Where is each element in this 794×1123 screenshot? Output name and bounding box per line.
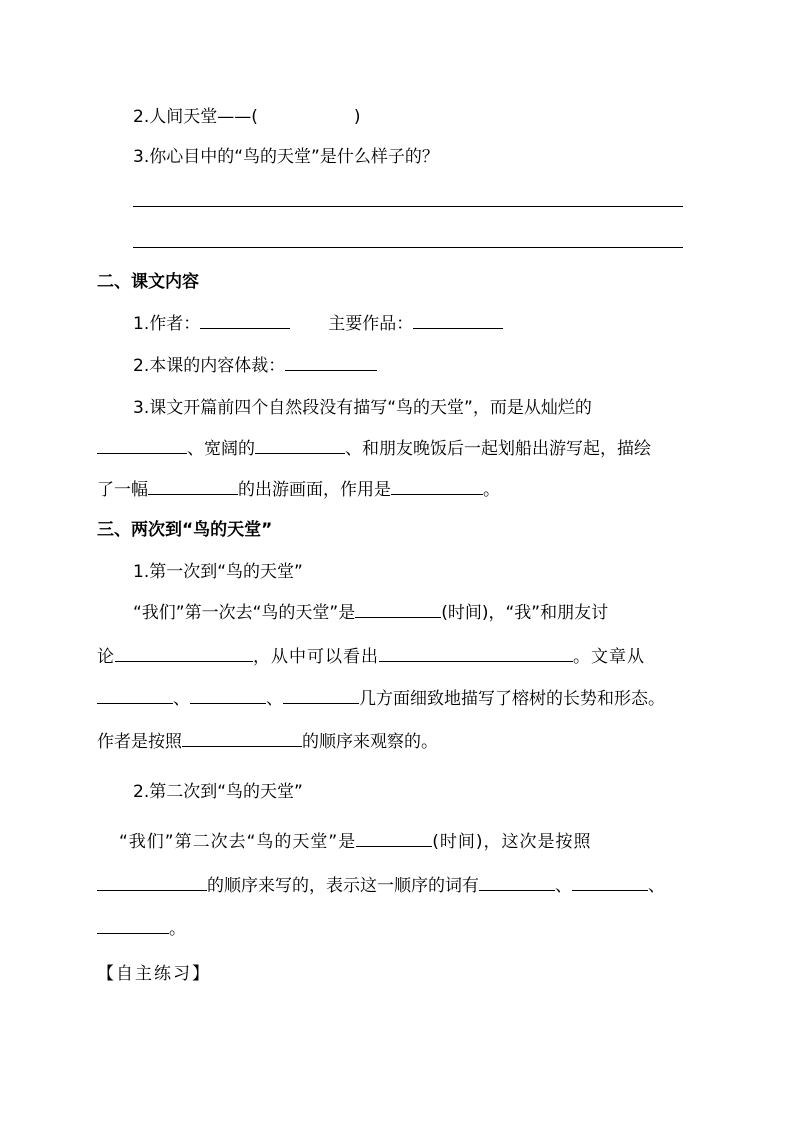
s2-text: 、: [648, 876, 665, 896]
item-3-text: 课文开篇前四个自然段没有描写“鸟的天堂”，而是从灿烂的: [149, 398, 592, 418]
blank[interactable]: [356, 831, 432, 847]
blank[interactable]: [391, 479, 483, 495]
answer-line-2[interactable]: [133, 247, 683, 248]
author-blank[interactable]: [200, 313, 290, 329]
author-label: 作者：: [149, 314, 201, 334]
practice-heading: 【自主练习】: [97, 964, 211, 984]
blank[interactable]: [255, 438, 345, 454]
subsection-1-title: 1.第一次到“鸟的天堂”: [133, 562, 303, 582]
genre-label: 本课的内容体裁：: [149, 356, 286, 376]
section-2-title: 二、课文内容: [97, 272, 199, 292]
s1-line-4: [97, 731, 438, 753]
item-number: 3.: [133, 398, 150, 418]
s1-text: 。文章从: [573, 647, 645, 667]
item-number: 2.: [133, 356, 150, 376]
works-label: 主要作品：: [328, 314, 414, 334]
blank[interactable]: [355, 602, 441, 618]
works-blank[interactable]: [413, 313, 503, 329]
item-3-line-1: [133, 397, 592, 419]
genre-blank[interactable]: [285, 355, 377, 371]
s1-text: “我们”第一次去“鸟的天堂”是: [133, 603, 356, 623]
subsection-2-title: 2.第二次到“鸟的天堂”: [133, 782, 303, 802]
s2-text: “我们”第二次去“鸟的天堂”是: [119, 832, 357, 852]
blank[interactable]: [283, 688, 359, 704]
s2-text: (时间)，这次是按照: [432, 832, 592, 852]
item-genre: [133, 355, 377, 377]
question-2-close: ): [353, 107, 361, 127]
item-3-text: 的出游画面，作用是: [238, 480, 391, 500]
question-2: [133, 106, 361, 128]
blank[interactable]: [115, 646, 253, 662]
s1-line-1: [133, 602, 608, 624]
question-2-text: 人间天堂——(: [149, 107, 258, 127]
item-number: 1.: [133, 314, 150, 334]
blank[interactable]: [182, 731, 302, 747]
s2-line-3: [97, 918, 186, 940]
s2-line-1: [119, 831, 592, 853]
item-author: [133, 313, 503, 335]
question-3: [133, 146, 439, 168]
item-3-text: 了一幅: [97, 480, 148, 500]
item-3-line-2: [97, 438, 651, 460]
item-3-text: 、宽阔的: [187, 439, 255, 459]
s1-line-2: [97, 646, 645, 668]
s1-text: (时间)，“我”和朋友讨: [441, 603, 609, 623]
s2-text: 。: [169, 919, 186, 939]
question-2-number: 2.: [133, 107, 150, 127]
s1-text: 的顺序来观察的。: [302, 732, 438, 752]
section-3-title: 三、两次到“鸟的天堂”: [97, 520, 273, 540]
item-3-text: 。: [483, 480, 500, 500]
question-3-number: 3.: [133, 147, 150, 167]
s1-line-3: [97, 688, 665, 710]
blank[interactable]: [97, 918, 169, 934]
answer-line-1[interactable]: [133, 206, 683, 207]
item-3-text: 、和朋友晚饭后一起划船出游写起，描绘: [345, 439, 651, 459]
blank[interactable]: [379, 646, 573, 662]
blank[interactable]: [97, 688, 173, 704]
s2-line-2: [97, 875, 665, 897]
blank[interactable]: [97, 438, 187, 454]
s1-text: 论: [97, 647, 115, 667]
s1-text: 几方面细致地描写了榕树的长势和形态。: [359, 689, 665, 709]
s1-text: ，从中可以看出: [253, 647, 379, 667]
blank[interactable]: [148, 479, 238, 495]
item-3-line-3: [97, 479, 500, 501]
blank[interactable]: [572, 875, 648, 891]
question-3-text: 你心目中的“鸟的天堂”是什么样子的？: [149, 147, 439, 167]
blank[interactable]: [479, 875, 555, 891]
s2-text: 、: [555, 876, 572, 896]
s1-text: 、: [173, 689, 190, 709]
s1-text: 、: [266, 689, 283, 709]
s2-text: 的顺序来写的，表示这一顺序的词有: [207, 876, 479, 896]
blank[interactable]: [190, 688, 266, 704]
s1-text: 作者是按照: [97, 732, 182, 752]
blank[interactable]: [97, 875, 207, 891]
